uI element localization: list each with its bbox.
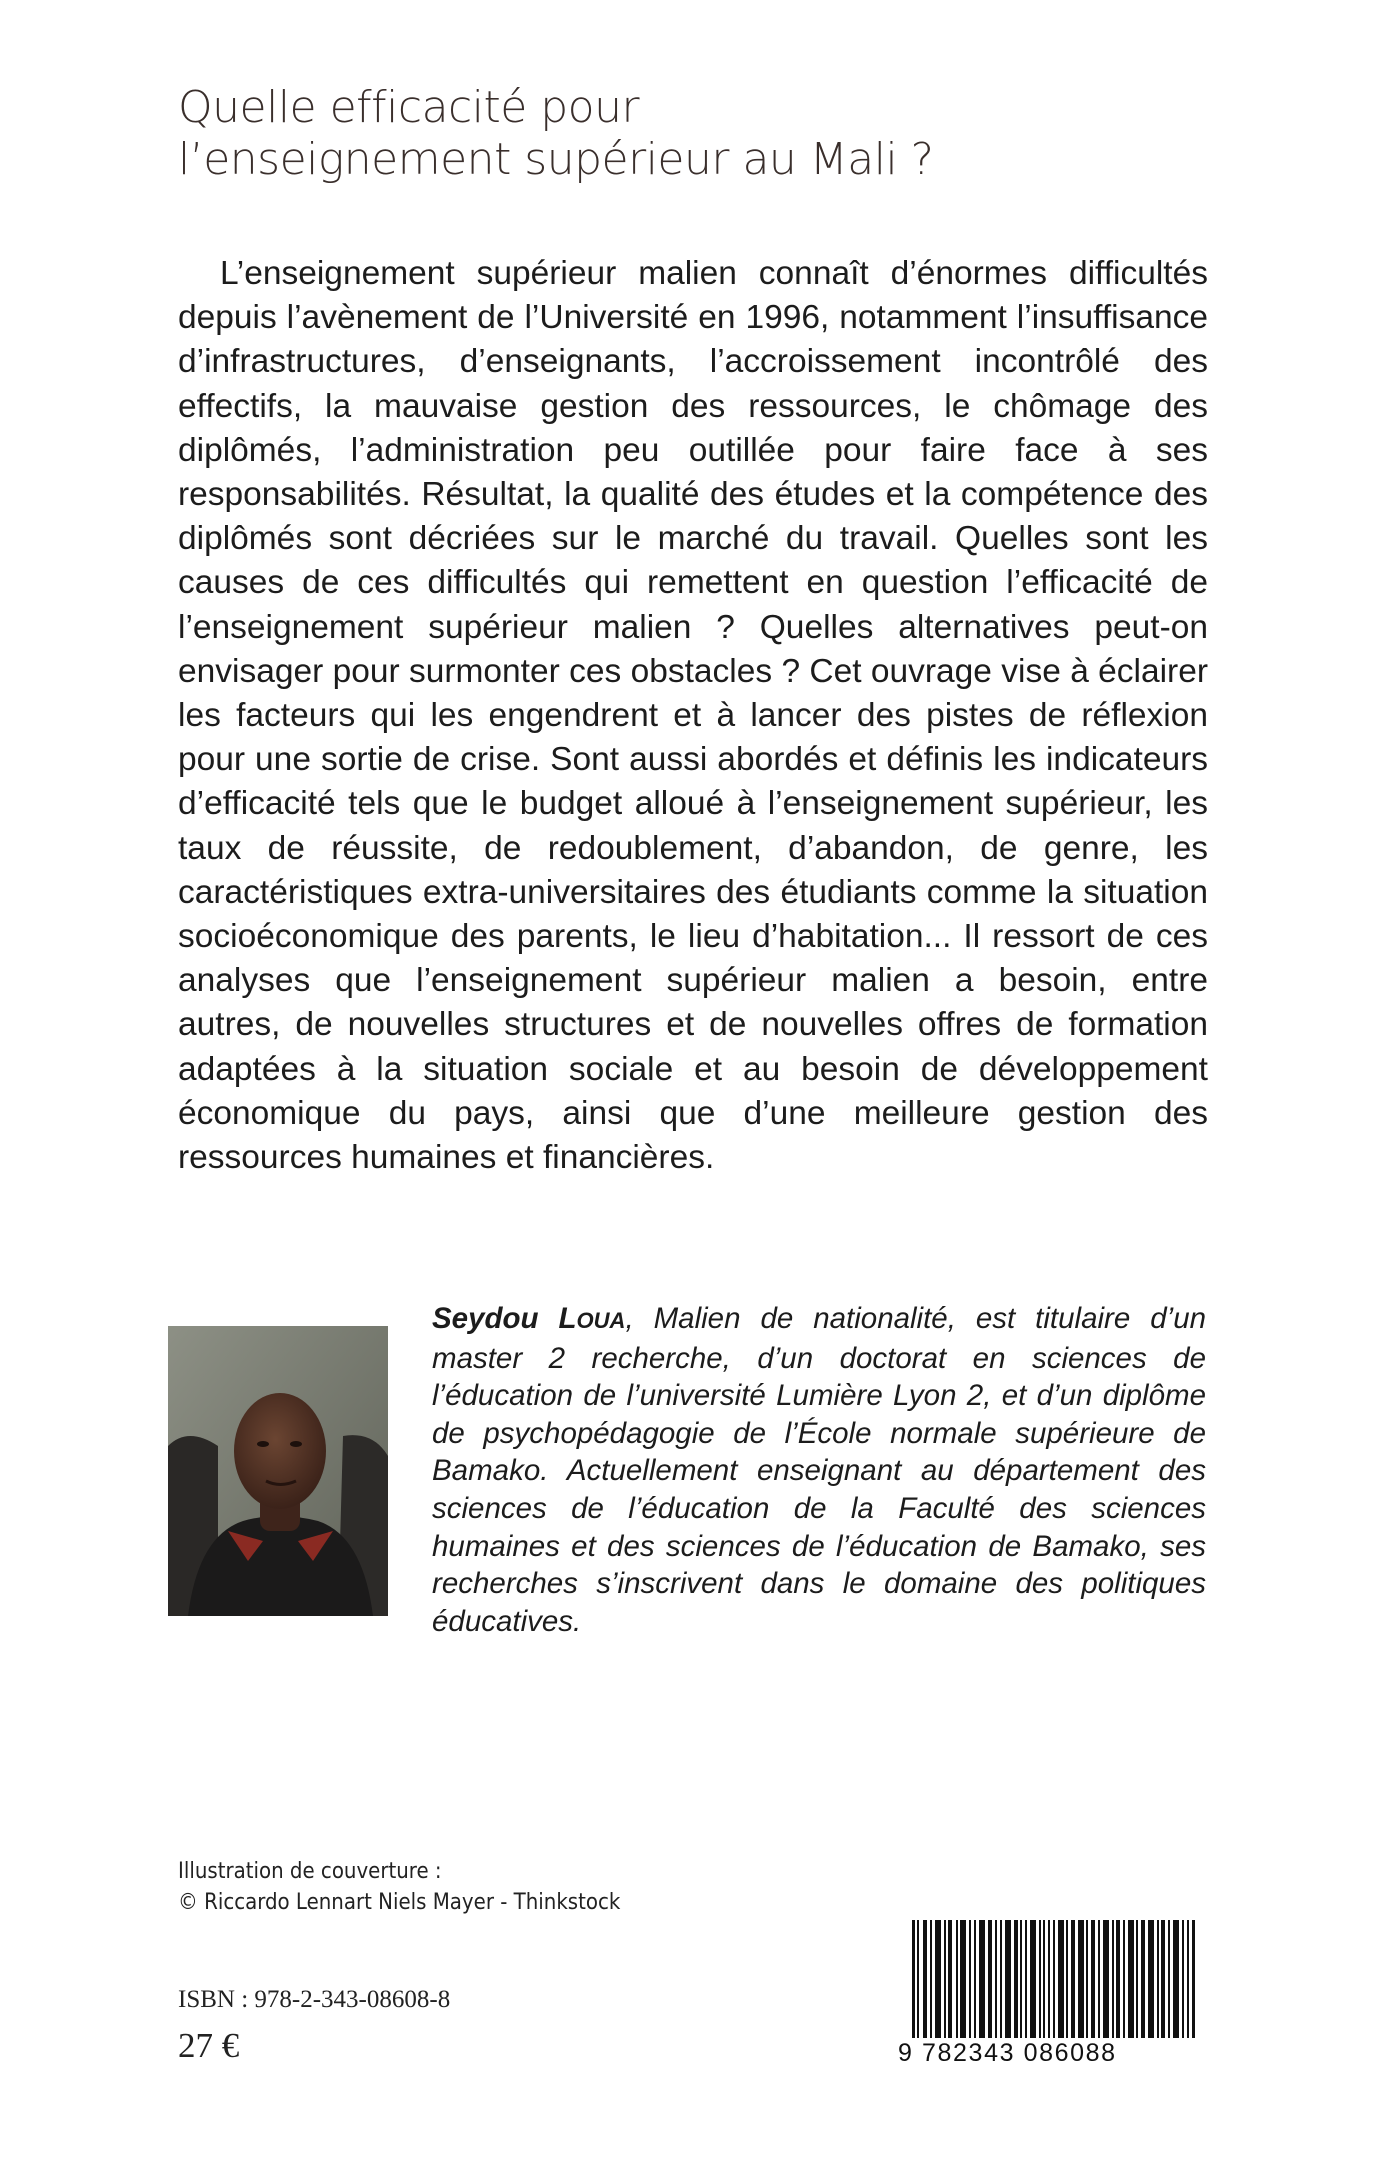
author-first-name: Seydou: [432, 1302, 559, 1335]
isbn: ISBN : 978-2-343-08608-8: [178, 1986, 451, 2013]
credit-line-2: © Riccardo Lennart Niels Mayer - Thinkstock: [178, 1890, 621, 1915]
barcode-digits: 9 782343 086088: [898, 2038, 1208, 2068]
credit-line-1: Illustration de couverture :: [178, 1859, 442, 1884]
author-last-name-rest: OUA: [576, 1308, 626, 1333]
book-title-line-1: Quelle efficacité pour: [178, 82, 640, 133]
author-bio-text: , Malien de nationalité, est titulaire d’un master 2 recherche, d’un doctorat en sciences de l’éducation de l’université Lumière Lyon 2, et d’un diplôme de psychopédagogie de l’École normale supérieure de Bamako. Actuellement enseignant au département des sciences de l’éducation de la Faculté des sciences humaines et des sciences de l’éducation de Bamako, ses recherches s’inscrivent dans le domaine des politiques éducatives.: [432, 1302, 1207, 1638]
book-title-line-2: l’enseignement supérieur au Mali ?: [178, 134, 934, 185]
cover-illustration-credit: [178, 1856, 620, 1918]
book-summary: L’enseignement supérieur malien connaît d’énormes difficultés depuis l’avènement de l’Université en 1996, notamment l’insuffisance d’infrastructures, d’enseignants, l’accroissement incontrôlé des effectifs, la mauvaise gestion des ressources, le chômage des diplômés, l’administration peu outillée pour faire face à ses responsabilités. Résultat, la qualité des études et la compétence des diplômés sont décriées sur le marché du travail. Quelles sont les causes de ces difficultés qui remettent en question l’efficacité de l’enseignement supérieur malien ? Quelles alternatives peut-on envisager pour surmonter ces obstacles ? Cet ouvrage vise à éclairer les facteurs qui les engendrent et à lancer des pistes de réflexion pour une sortie de crise. Sont aussi abordés et définis les indicateurs d’efficacité tels que le budget alloué à l’enseignement supérieur, les taux de réussite, de redoublement, d’abandon, de genre, les caractéristiques extra-universitaires des étudiants comme la situation socioéconomique des parents, le lieu d’habitation... Il ressort de ces analyses que l’enseignement supérieur malien a besoin, entre autres, de nouvelles structures et de nouvelles offres de formation adaptées à la situation sociale et au besoin de développement économique du pays, ainsi que d’une meilleure gestion des ressources humaines et financières.: [178, 255, 1208, 1177]
book-title: [178, 82, 1178, 186]
author-photo: [168, 1326, 388, 1616]
author-biography: [432, 1300, 1206, 1640]
author-last-name-initial: L: [558, 1302, 577, 1335]
price: 27 €: [178, 2026, 240, 2065]
author-portrait-image: [168, 1326, 388, 1616]
author-name: [432, 1302, 625, 1335]
barcode-bars: [912, 1920, 1195, 2045]
